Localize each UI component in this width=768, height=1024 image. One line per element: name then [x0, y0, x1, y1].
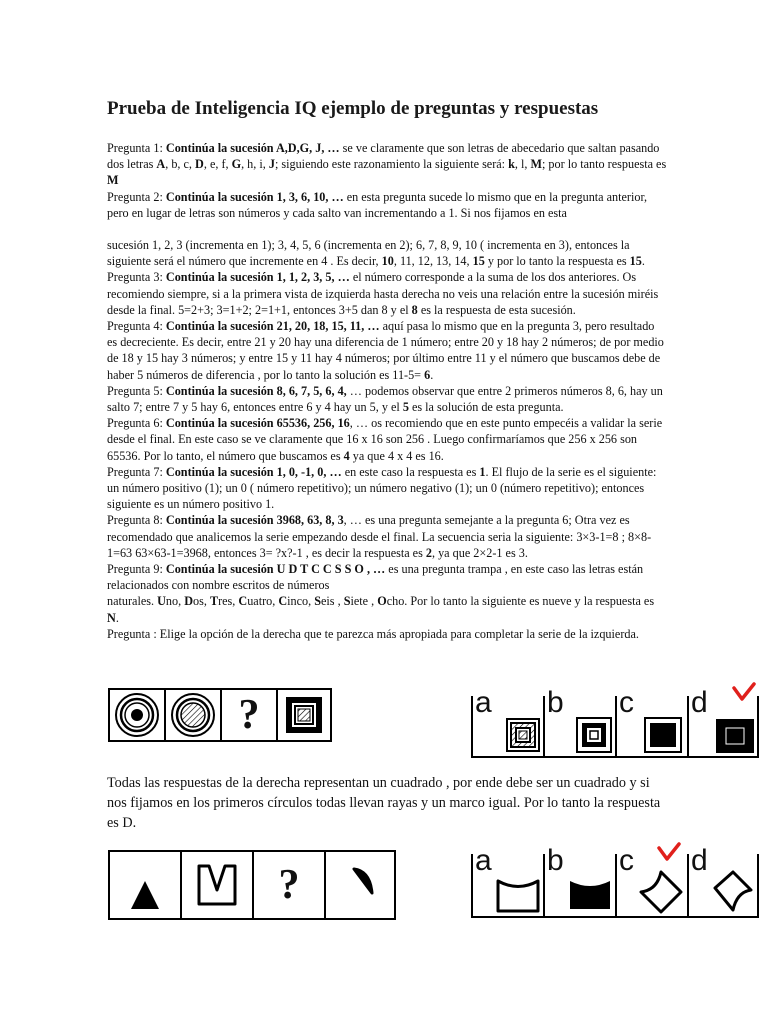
paragraph: Pregunta 3: Continúa la sucesión 1, 1, 2, 3, 5, … el número corresponde a la suma de los dos anteriores. Os recomiendo siempre, si a la primera vista de izquierda hasta derecha no veis una relación entre la sucesión miréis desde la final. 5=2+3; 3=1+2; 2=1+1, entonces 3+5 dan 8 y el 8 es la respuesta de esta sucesión.: [107, 270, 659, 317]
triangle-icon: [127, 877, 163, 913]
black-square-hatched-icon: [715, 718, 755, 754]
puzzle-2-options: [471, 844, 759, 918]
series-1-item-1: [108, 688, 164, 742]
option-letter: c: [619, 844, 634, 877]
series-2-item-2: [180, 850, 252, 920]
paragraph: Pregunta 7: Continúa la sucesión 1, 0, -1, 0, … en este caso la respuesta es 1. El flujo de la serie es el siguiente: un número positivo (1); un 0 ( número repetitivo); un número negativo (1); un 0 (número repetitivo); entonces siguiente es un número positivo 1.: [107, 464, 657, 512]
open-square-icon: [195, 860, 239, 910]
checkmark-icon: [732, 682, 756, 702]
answer-explanation: Todas las respuestas de la derecha representan un cuadrado , por ende debe ser un cuadrado y si nos fijamos en los primeros círculos todas llevan rayas y un marco igual. Por lo tanto la respuesta es D.: [107, 775, 661, 831]
series-1-item-4: [276, 688, 332, 742]
option-c[interactable]: [615, 844, 687, 918]
option-d[interactable]: [687, 686, 759, 758]
puzzle-1-series: [108, 688, 332, 742]
checkmark-icon: [657, 842, 681, 862]
paragraph: Pregunta : Elige la opción de la derecha que te parezca más apropiada para completar la serie de la izquierda.: [107, 626, 639, 641]
crescent-icon: [338, 863, 382, 907]
nested-square-hatched-icon: [506, 718, 540, 752]
filled-box-icon: [567, 878, 613, 912]
filled-square-icon: [643, 716, 683, 754]
option-letter: d: [691, 844, 708, 877]
paragraph: sucesión 1, 2, 3 (incrementa en 1); 3, 4, 5, 6 (incrementa en 2); 6, 7, 8, 9, 10 ( incrementa en 3), entonces la siguiente será el número que incremente en 4 . Es decir, 10, 11, 12, 13, 14, 15 y por lo tanto la respuesta es 15.: [107, 238, 645, 269]
series-2-item-1: [108, 850, 180, 920]
paragraph: naturales. Uno, Dos, Tres, Cuatro, Cinco, Seis , Siete , Ocho. Por lo tanto la siguiente es nueve y la respuesta es N.: [107, 594, 655, 625]
page-title: Prueba de Inteligencia IQ ejemplo de preguntas y respuestas: [107, 98, 599, 119]
paragraph-gap: [107, 221, 667, 237]
option-a[interactable]: [471, 686, 543, 758]
square-frame-icon: [282, 693, 326, 737]
paragraph: Pregunta 9: Continúa la sucesión U D T C C S S O , … es una pregunta trampa , en este caso las letras están relacionados con nombre escritos de números: [107, 562, 644, 593]
option-letter: a: [475, 686, 492, 719]
circle-dot-icon: [114, 692, 160, 738]
question-mark: ?: [278, 862, 300, 908]
option-letter: b: [547, 844, 564, 877]
option-a[interactable]: [471, 844, 543, 918]
series-1-question: [220, 688, 276, 742]
series-2-item-4: [324, 850, 396, 920]
puzzle-2-series: [108, 850, 396, 920]
square-outline-icon: [575, 716, 613, 754]
option-letter: b: [547, 686, 564, 719]
question-mark: ?: [238, 692, 260, 738]
puzzle-1-options: [471, 686, 759, 758]
option-letter: c: [619, 686, 634, 719]
option-d[interactable]: [687, 844, 759, 918]
paragraph: Pregunta 8: Continúa la sucesión 3968, 63, 8, 3, … es una pregunta semejante a la pregunta 6; Otra vez es recomendado que analicemos la serie empezando desde el final. La secuencia seria la siguiente: 3×3-1=8 ; 8×8-1=63 63×63-1=3968, entonces 3= ?x?-1 , es decir la respuesta es 2, ya que 2×2-1 es 3.: [107, 513, 652, 560]
open-box-icon: [495, 878, 541, 914]
option-b[interactable]: [543, 686, 615, 758]
paragraph: Pregunta 5: Continúa la sucesión 8, 6, 7, 5, 6, 4, … podemos observar que entre 2 primeros números 8, 6, hay un salto 7; entre 7 y 5 hay 6, entonces entre 6 y 4 hay un 5, y el 5 es la solución de esta pregunta.: [107, 383, 663, 415]
paragraph: Pregunta 4: Continúa la sucesión 21, 20, 18, 15, 11, … aquí pasa lo mismo que en la pregunta 3, pero resultado es decreciente. Es decir, entre 21 y 20 hay una diferencia de 1 número; entre 20 y 18 hay 2 números; de por medio de 18 y 15 hay 3 números; y entre 15 y 11 hay 4 números; por último entre 11 y el número que buscamos debe de haber 5 números de diferencia , por lo tanto la solución es 11-5= 6.: [107, 319, 664, 382]
option-letter: d: [691, 686, 708, 719]
series-1-item-2: [164, 688, 220, 742]
paragraph: Pregunta 6: Continúa la sucesión 65536, 256, 16, … os recomiendo que en este punto empecéis a validar la serie desde el final. En este caso se ve claramente que 16 x 16 son 256 . Luego confirmaríamos que 256 x 256 son 65536. Por lo tanto, el número que buscamos es 4 ya que 4 x 4 es 16.: [107, 416, 663, 463]
rotated-open-shape-icon: [707, 868, 757, 914]
option-letter: a: [475, 844, 492, 877]
paragraph: Pregunta 1: Continúa la sucesión A,D,G, J, … se ve claramente que son letras de abecedario que saltan pasando dos letras A, b, c, D, e, f, G, h, i, J; siguiendo este razonamiento la siguiente será: k, l, M; por lo tanto respuesta es M: [107, 141, 667, 188]
series-2-question: [252, 850, 324, 920]
document-body: [107, 140, 667, 642]
paragraph: Pregunta 2: Continúa la sucesión 1, 3, 6, 10, … en esta pregunta sucede lo mismo que en la pregunta anterior, pero en lugar de letras son números y cada salto van incrementando a 1. Si nos fijamos en esta: [107, 189, 648, 220]
option-b[interactable]: [543, 844, 615, 918]
hatched-circle-icon: [170, 692, 216, 738]
rotated-box-icon: [637, 868, 685, 914]
option-c[interactable]: [615, 686, 687, 758]
